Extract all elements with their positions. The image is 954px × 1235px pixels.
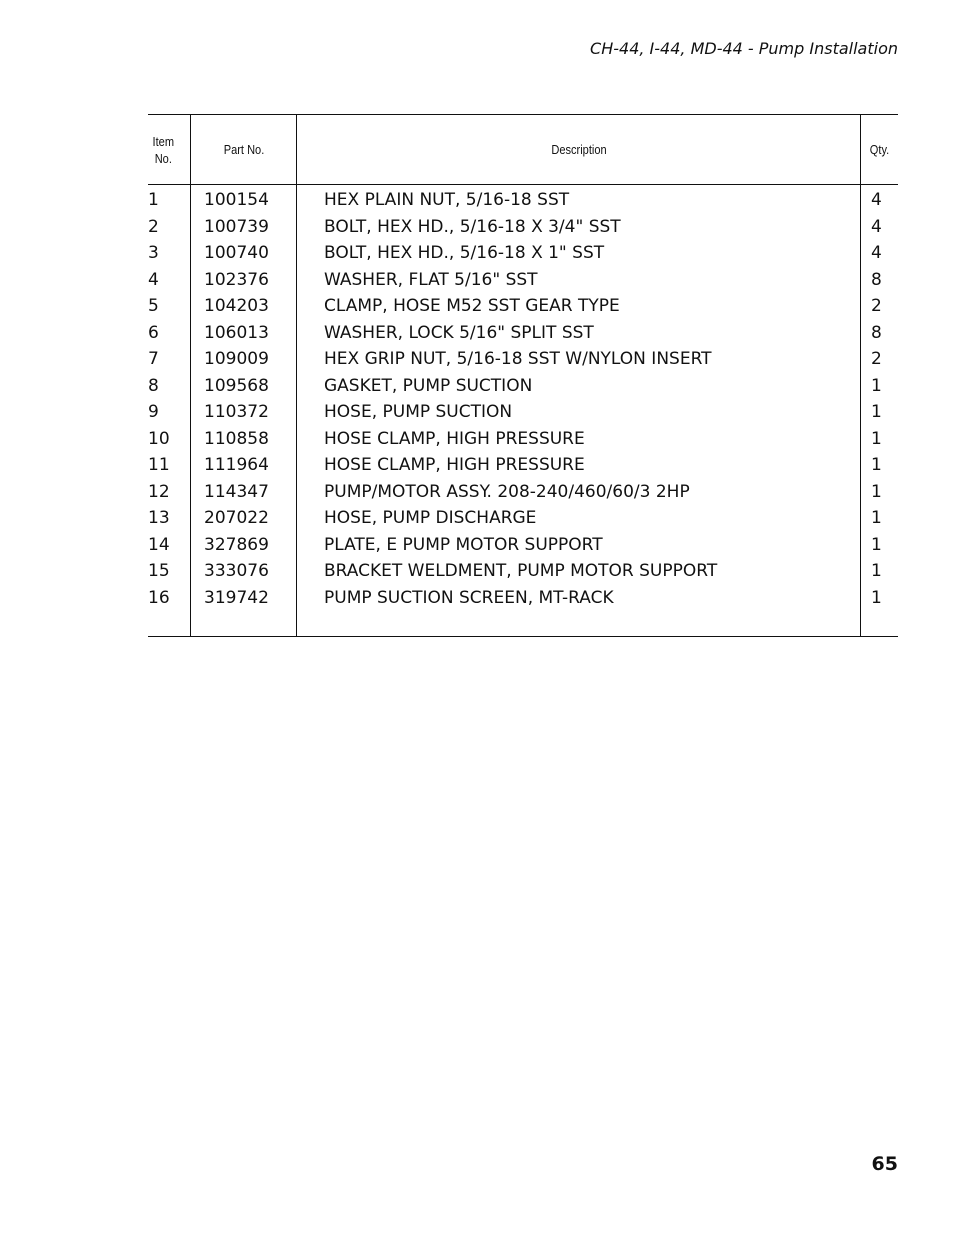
item-number-cell: 12 [148,481,170,502]
quantity-cell: 4 [871,216,882,237]
description-cell: PUMP SUCTION SCREEN, MT-RACK [324,587,614,608]
description-cell: BOLT, HEX HD., 5/16-18 X 3/4" SST [324,216,621,237]
description-cell: HOSE CLAMP, HIGH PRESSURE [324,428,585,449]
table-row [148,585,898,612]
quantity-cell: 1 [871,428,882,449]
description-cell: BRACKET WELDMENT, PUMP MOTOR SUPPORT [324,561,718,581]
part-number-cell: 109009 [204,349,269,369]
column-header-part-no: Part No. [223,142,265,157]
item-number-cell: 3 [148,243,159,263]
item-number-cell: 10 [148,428,170,449]
part-number-cell: 100154 [204,190,269,210]
item-number-cell: 13 [148,508,170,528]
item-number-cell: 2 [148,216,159,237]
table-row [148,346,898,373]
description-cell: CLAMP, HOSE M52 SST GEAR TYPE [324,296,620,316]
quantity-cell: 1 [871,402,882,422]
column-header-qty: Qty. [869,142,890,157]
table-row [148,426,898,453]
part-number-cell: 111964 [204,455,269,475]
table-row [148,479,898,506]
description-cell: GASKET, PUMP SUCTION [324,375,533,396]
quantity-cell: 1 [871,508,882,528]
part-number-cell: 319742 [204,587,269,608]
quantity-cell: 1 [871,375,882,396]
quantity-cell: 1 [871,561,882,581]
table-row [148,373,898,400]
item-number-cell: 15 [148,561,170,581]
item-number-cell: 1 [148,190,159,210]
part-number-cell: 109568 [204,375,269,396]
item-number-cell: 14 [148,534,170,555]
part-number-cell: 100739 [204,216,269,237]
table-row [148,187,898,214]
part-number-cell: 102376 [204,269,269,290]
item-number-cell: 4 [148,269,159,290]
part-number-cell: 106013 [204,322,269,343]
column-header-description: Description [551,142,607,157]
quantity-cell: 1 [871,534,882,555]
description-cell: PLATE, E PUMP MOTOR SUPPORT [324,534,603,555]
part-number-cell: 333076 [204,561,269,581]
part-number-cell: 207022 [204,508,269,528]
table-row [148,214,898,241]
item-number-cell: 5 [148,296,159,316]
header-divider [148,184,898,185]
quantity-cell: 8 [871,269,882,290]
table-row [148,505,898,532]
item-number-cell: 6 [148,322,159,343]
quantity-cell: 1 [871,587,882,608]
quantity-cell: 2 [871,296,882,316]
part-number-cell: 100740 [204,243,269,263]
description-cell: HOSE, PUMP SUCTION [324,402,513,422]
part-number-cell: 104203 [204,296,269,316]
part-number-cell: 114347 [204,481,269,502]
description-cell: HEX PLAIN NUT, 5/16-18 SST [324,190,570,210]
description-cell: BOLT, HEX HD., 5/16-18 X 1" SST [324,243,605,263]
column-header-item-line1: Item [152,133,175,149]
quantity-cell: 4 [871,190,882,210]
table-row [148,267,898,294]
table-row [148,532,898,559]
description-cell: HOSE, PUMP DISCHARGE [324,508,537,528]
column-header-item-no [148,115,179,184]
parts-table [148,114,898,637]
quantity-cell: 2 [871,349,882,369]
table-row [148,320,898,347]
table-row [148,452,898,479]
quantity-cell: 1 [871,481,882,502]
description-cell: WASHER, FLAT 5/16" SST [324,269,538,290]
table-row [148,399,898,426]
item-number-cell: 11 [148,455,170,475]
item-number-cell: 8 [148,375,159,396]
description-cell: HOSE CLAMP, HIGH PRESSURE [324,455,585,475]
table-row [148,240,898,267]
page-number: 65 [871,1153,898,1175]
item-number-cell: 16 [148,587,170,608]
quantity-cell: 8 [871,322,882,343]
item-number-cell: 9 [148,402,159,422]
part-number-cell: 327869 [204,534,269,555]
part-number-cell: 110372 [204,402,269,422]
column-header-item-line2: No. [154,150,172,166]
item-number-cell: 7 [148,349,159,369]
table-row [148,293,898,320]
table-body [148,187,898,611]
description-cell: HEX GRIP NUT, 5/16-18 SST W/NYLON INSERT [324,349,712,369]
quantity-cell: 1 [871,455,882,475]
part-number-cell: 110858 [204,428,269,449]
table-row [148,558,898,585]
description-cell: PUMP/MOTOR ASSY. 208-240/460/60/3 2HP [324,481,690,502]
running-header: CH-44, I-44, MD-44 - Pump Installation [590,39,898,58]
description-cell: WASHER, LOCK 5/16" SPLIT SST [324,322,594,343]
quantity-cell: 4 [871,243,882,263]
